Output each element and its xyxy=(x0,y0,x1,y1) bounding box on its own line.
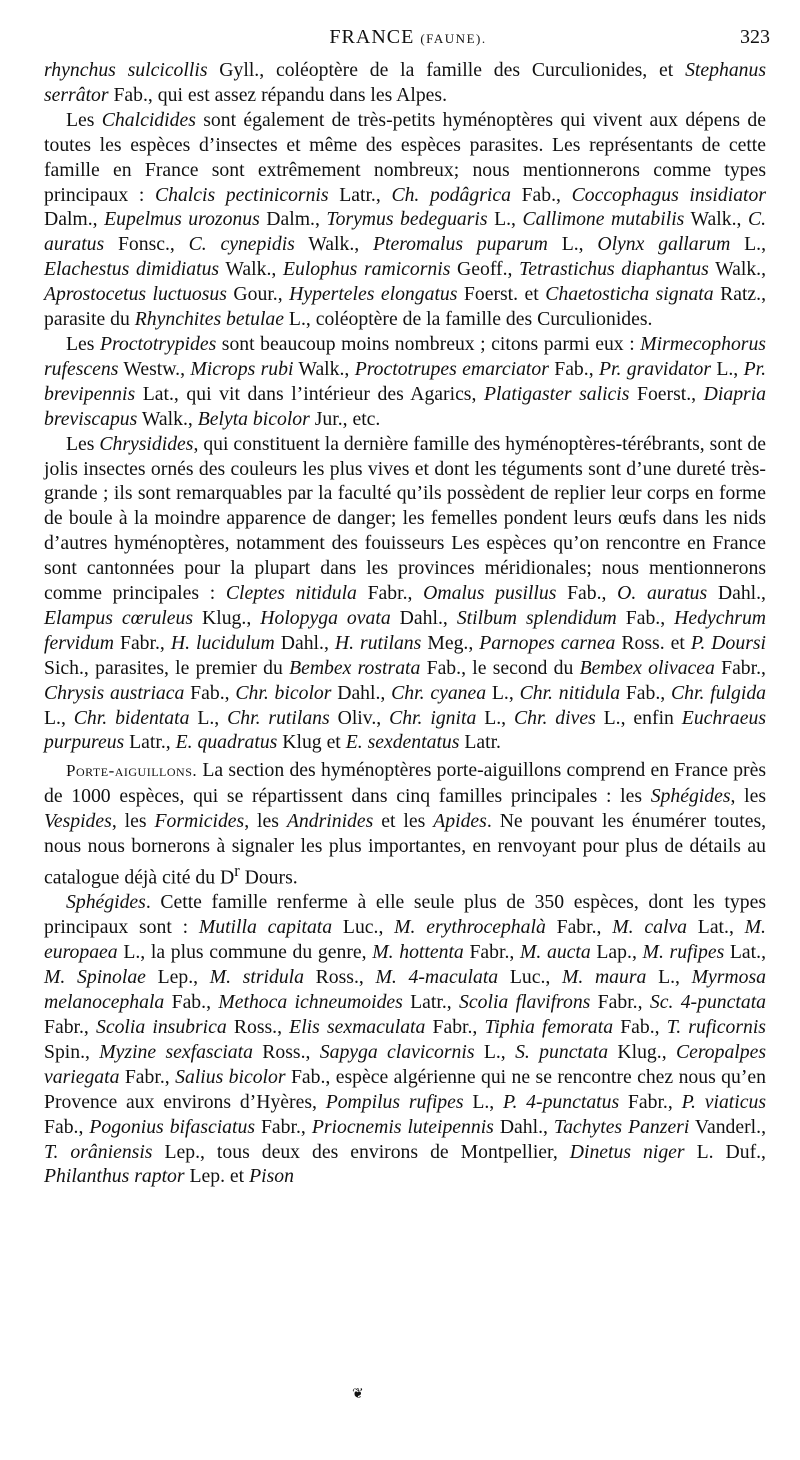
paragraph-sphegides: Sphégides. Cette famille renferme à elle seule plus de 350 espèces, dont les types principaux sont : Mutilla capitata Luc., M. erythrocephalà Fabr., M. calva Lat., M. europaea L., la plus commune du genre, M. hottenta Fabr., M. aucta Lap., M. rufipes Lat., M. Spinolae Lep., M. stridula Ross., M. 4-maculata Luc., M. maura L., Myrmosa melanocephala Fab., Methoca ichneumoides Latr., Scolia flavifrons Fabr., Sc. 4-punctata Fabr., Scolia insubrica Ross., Elis sexmaculata Fabr., Tiphia femorata Fab., T. ruficornis Spin., Myzine sexfasciata Ross., Sapyga clavicornis L., S. punctata Klug., Ceropalpes variegata Fabr., Salius bicolor Fab., espèce algérienne qui ne se rencontre chez nous qu’en Provence aux environs d’Hyères, Pompilus rufipes L., P. 4-punctatus Fabr., P. viaticus Fab., Pogonius bifasciatus Fabr., Priocnemis luteipennis Dahl., Tachytes Panzeri Vanderl., T. orâniensis Lep., tous deux des environs de Montpellier, Dinetus niger L. Duf., Philanthus raptor Lep. et Pison xyxy=(44,891,767,1188)
running-head-subtitle: (FAUNE). xyxy=(420,31,487,46)
paragraph-chrysidides: Les Chrysidides, qui constituent la dernière famille des hyménoptères-térébrants, sont de jolis insectes ornés des couleurs les plus vives et dont les téguments sont d’une dureté très-grande ; ils sont remarquables par la faculté qu’ils possèdent de replier leur corps en forme de boule à la moindre apparence de danger; les femelles pondent leurs œufs dans les nids d’autres hyménoptères, notamment des fouisseurs Les espèces qu’on rencontre en France sont cantonnées pour la plupart dans les provinces méridionales; nous mentionnerons comme principales : Cleptes nitidula Fabr., Omalus pusillus Fab., O. auratus Dahl., Elampus cœruleus Klug., Holopyga ovata Dahl., Stilbum splendidum Fab., Hedychrum fervidum Fabr., H. lucidulum Dahl., H. rutilans Meg., Parnopes carnea Ross. et P. Doursi Sich., parasites, le premier du Bembex rostrata Fab., le second du Bembex olivacea Fabr., Chrysis austriaca Fab., Chr. bicolor Dahl., Chr. cyanea L., Chr. nitidula Fab., Chr. fulgida L., Chr. bidentata L., Chr. rutilans Oliv., Chr. ignita L., Chr. dives L., enfin Euchraeus purpureus Latr., E. quadratus Klug et E. sexdentatus Latr. xyxy=(44,432,767,754)
body-text xyxy=(44,58,766,1189)
page-header xyxy=(46,26,770,52)
page-number: 323 xyxy=(740,26,770,48)
printer-ornament: ❦ xyxy=(352,1387,364,1402)
running-head-title: FRANCE xyxy=(329,26,415,48)
paragraph-proctotrypides: Les Proctotrypides sont beaucoup moins nombreux ; citons parmi eux : Mirmecophorus rufescens Westw., Microps rubi Walk., Proctotrupes emarciator Fab., Pr. gravidator L., Pr. brevipennis Lat., qui vit dans l’intérieur des Agarics, Platigaster salicis Foerst., Diapria breviscapus Walk., Belyta bicolor Jur., etc. xyxy=(44,332,767,430)
running-head xyxy=(46,26,770,49)
paragraph-chalcidides: Les Chalcidides sont également de très-petits hyménoptères qui vivent aux dépens de toutes les espèces d’insectes et même des espèces parasites. Les représentants de cette famille en France sont extrêmement nombreux; nous mentionnerons comme types principaux : Chalcis pectinicornis Latr., Ch. podâgrica Fab., Coccophagus insidiator Dalm., Eupelmus urozonus Dalm., Torymus bedeguaris L., Callimone mutabilis Walk., C. auratus Fonsc., C. cynepidis Walk., Pteromalus puparum L., Olynx gallarum L., Elachestus dimidiatus Walk., Eulophus ramicornis Geoff., Tetrastichus diaphantus Walk., Aprostocetus luctuosus Gour., Hyperteles elongatus Foerst. et Chaetosticha signata Ratz., parasite du Rhynchites betulae L., coléoptère de la famille des Curculionides. xyxy=(44,108,767,331)
paragraph-porte-aiguillons: Porte-aiguillons. La section des hyménoptères porte-aiguillons comprend en France près de 1000 espèces, qui se répartissent dans cinq familles principales : les Sphégides, les Vespides, les Formicides, les Andrinides et les Apides. Ne pouvant les énumérer toutes, nous nous bornerons à signaler les plus importantes, en renvoyant pour plus de détails au catalogue déjà cité du $D^r$ Dours. xyxy=(44,759,767,889)
paragraph-continuation: rhynchus sulcicollis Gyll., coléoptère de la famille des Curculionides, et Stephanus serrâtor Fab., qui est assez répandu dans les Alpes. xyxy=(44,59,767,106)
